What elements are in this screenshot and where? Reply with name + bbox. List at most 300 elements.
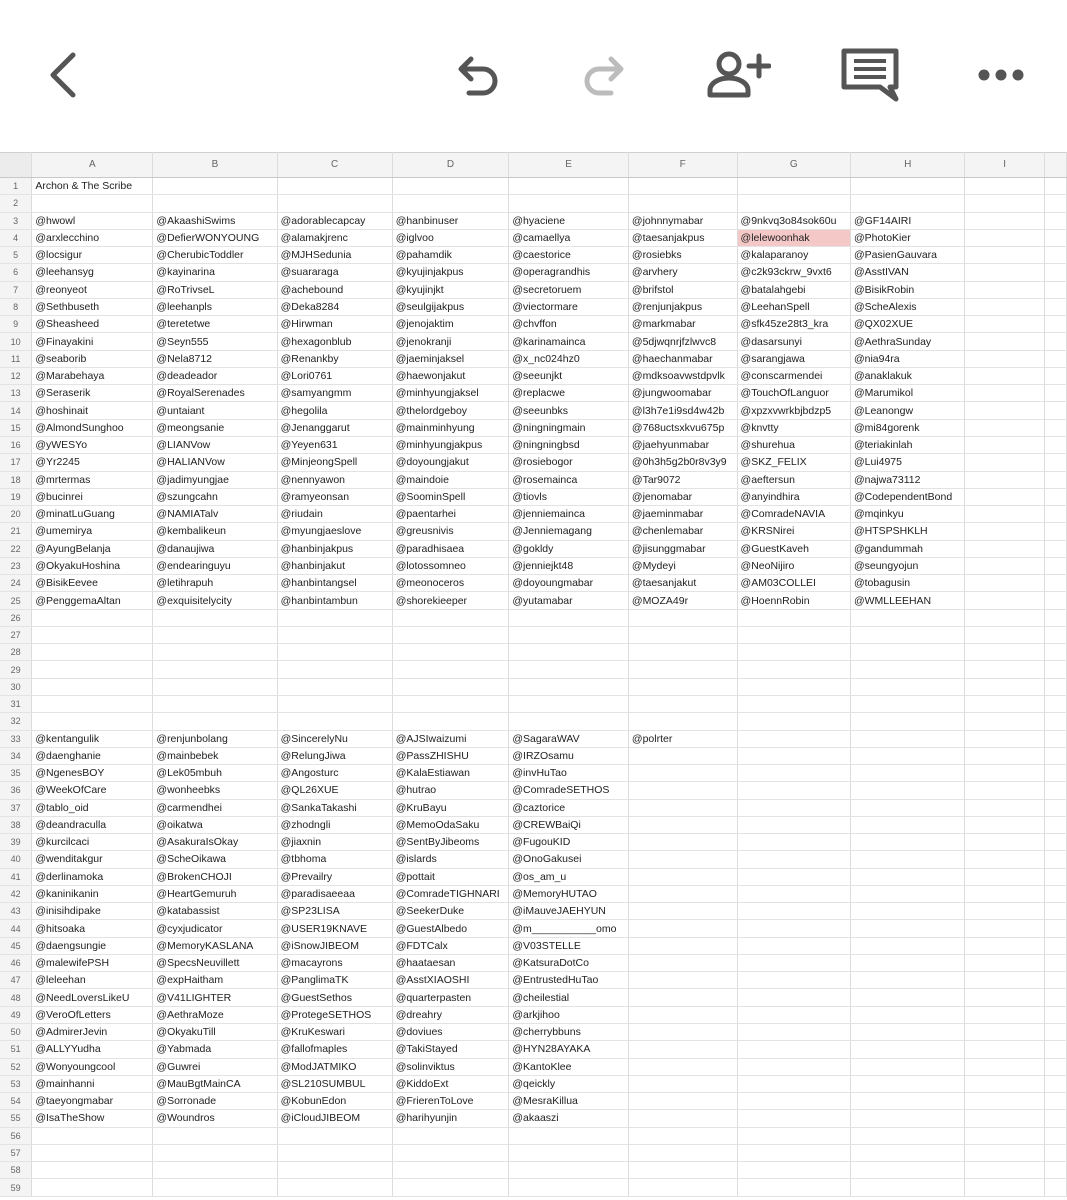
cell[interactable] xyxy=(737,816,850,833)
cell[interactable] xyxy=(850,920,965,937)
cell[interactable] xyxy=(1044,506,1066,523)
cell[interactable] xyxy=(628,1006,737,1023)
cell[interactable]: @GuestSethos xyxy=(277,989,392,1006)
row-number[interactable]: 24 xyxy=(0,575,32,592)
cell[interactable]: @m___________omo xyxy=(509,920,629,937)
column-header[interactable]: C xyxy=(277,153,392,178)
row-number[interactable]: 30 xyxy=(0,678,32,695)
cell[interactable] xyxy=(1044,298,1066,315)
cell[interactable]: @DefierWONYOUNG xyxy=(153,229,277,246)
cell[interactable] xyxy=(509,713,629,730)
cell[interactable]: @jiaxnin xyxy=(277,834,392,851)
cell[interactable]: @arxlecchino xyxy=(32,229,153,246)
cell[interactable]: @paentarhei xyxy=(392,506,509,523)
cell[interactable]: @CherubicToddler xyxy=(153,247,277,264)
cell[interactable] xyxy=(628,1058,737,1075)
cell[interactable]: @ScheOikawa xyxy=(153,851,277,868)
cell[interactable]: @mrtermas xyxy=(32,471,153,488)
cell[interactable]: @harihyunjin xyxy=(392,1110,509,1127)
cell[interactable] xyxy=(1044,1058,1066,1075)
cell[interactable] xyxy=(965,436,1044,453)
cell[interactable]: @myungjaeslove xyxy=(277,523,392,540)
row-number[interactable]: 55 xyxy=(0,1110,32,1127)
row-number[interactable]: 46 xyxy=(0,954,32,971)
cell[interactable] xyxy=(850,954,965,971)
cell[interactable] xyxy=(1044,367,1066,384)
cell[interactable] xyxy=(1044,626,1066,643)
cell[interactable] xyxy=(850,1179,965,1196)
cell[interactable] xyxy=(1044,264,1066,281)
cell[interactable] xyxy=(965,471,1044,488)
cell[interactable] xyxy=(1044,851,1066,868)
row-number[interactable]: 54 xyxy=(0,1093,32,1110)
cell[interactable]: @SoominSpell xyxy=(392,488,509,505)
cell[interactable] xyxy=(965,816,1044,833)
cell[interactable] xyxy=(1044,954,1066,971)
cell[interactable] xyxy=(850,695,965,712)
cell[interactable] xyxy=(628,609,737,626)
cell[interactable] xyxy=(965,540,1044,557)
cell[interactable]: @karinamainca xyxy=(509,333,629,350)
cell[interactable]: @camaellya xyxy=(509,229,629,246)
cell[interactable] xyxy=(850,816,965,833)
cell[interactable] xyxy=(628,713,737,730)
cell[interactable] xyxy=(850,1162,965,1179)
cell[interactable] xyxy=(153,178,277,195)
cell[interactable] xyxy=(1044,316,1066,333)
cell[interactable] xyxy=(1044,350,1066,367)
cell[interactable] xyxy=(1044,661,1066,678)
column-header[interactable]: A xyxy=(32,153,153,178)
cell[interactable] xyxy=(737,730,850,747)
cell[interactable] xyxy=(1044,557,1066,574)
cell[interactable]: @jenniemainca xyxy=(509,506,629,523)
cell[interactable] xyxy=(850,644,965,661)
cell[interactable]: @AdmirerJevin xyxy=(32,1024,153,1041)
cell[interactable]: @yutamabar xyxy=(509,592,629,609)
cell[interactable] xyxy=(965,178,1044,195)
cell[interactable]: @KRSNirei xyxy=(737,523,850,540)
cell[interactable] xyxy=(965,523,1044,540)
row-number[interactable]: 37 xyxy=(0,799,32,816)
cell[interactable]: @FugouKID xyxy=(509,834,629,851)
cell[interactable]: @tiovls xyxy=(509,488,629,505)
cell[interactable]: @ComradeTIGHNARI xyxy=(392,885,509,902)
cell[interactable]: @hyaciene xyxy=(509,212,629,229)
cell[interactable] xyxy=(1044,1024,1066,1041)
column-header[interactable]: G xyxy=(737,153,850,178)
cell[interactable]: @mqinkyu xyxy=(850,506,965,523)
cell[interactable] xyxy=(153,644,277,661)
cell[interactable]: @nennyawon xyxy=(277,471,392,488)
cell[interactable]: @jadimyungjae xyxy=(153,471,277,488)
cell[interactable] xyxy=(153,661,277,678)
cell[interactable]: @seaborib xyxy=(32,350,153,367)
cell[interactable]: @PasienGauvara xyxy=(850,247,965,264)
cell[interactable] xyxy=(737,972,850,989)
cell[interactable] xyxy=(628,937,737,954)
row-number[interactable]: 47 xyxy=(0,972,32,989)
cell[interactable] xyxy=(737,713,850,730)
cell[interactable]: @thelordgeboy xyxy=(392,402,509,419)
row-number[interactable]: 16 xyxy=(0,436,32,453)
cell[interactable]: @QX02XUE xyxy=(850,316,965,333)
cell[interactable] xyxy=(392,661,509,678)
cell[interactable]: @leehanpls xyxy=(153,298,277,315)
cell[interactable]: @meongsanie xyxy=(153,419,277,436)
cell[interactable] xyxy=(850,765,965,782)
cell[interactable]: @HYN28AYAKA xyxy=(509,1041,629,1058)
cell[interactable]: @greusnivis xyxy=(392,523,509,540)
cell[interactable] xyxy=(850,730,965,747)
cell[interactable] xyxy=(965,782,1044,799)
cell[interactable]: @KiddoExt xyxy=(392,1075,509,1092)
cell[interactable]: @PhotoKier xyxy=(850,229,965,246)
cell[interactable] xyxy=(1044,644,1066,661)
cell[interactable]: @kayinarina xyxy=(153,264,277,281)
cell[interactable]: @AkaashiSwims xyxy=(153,212,277,229)
cell[interactable] xyxy=(737,989,850,1006)
cell[interactable] xyxy=(965,488,1044,505)
cell[interactable] xyxy=(737,1127,850,1144)
cell[interactable]: @AM03COLLEI xyxy=(737,575,850,592)
row-number[interactable]: 57 xyxy=(0,1144,32,1161)
cell[interactable]: @FDTCalx xyxy=(392,937,509,954)
cell[interactable]: @kurcilcaci xyxy=(32,834,153,851)
row-number[interactable]: 9 xyxy=(0,316,32,333)
cell[interactable]: @daengsungie xyxy=(32,937,153,954)
cell[interactable]: @9nkvq3o84sok60u xyxy=(737,212,850,229)
cell[interactable] xyxy=(628,834,737,851)
row-number[interactable]: 36 xyxy=(0,782,32,799)
row-number[interactable]: 23 xyxy=(0,557,32,574)
cell[interactable] xyxy=(965,592,1044,609)
cell[interactable]: @BisikEevee xyxy=(32,575,153,592)
cell[interactable] xyxy=(965,868,1044,885)
cell[interactable]: @ComradeSETHOS xyxy=(509,782,629,799)
cell[interactable]: @operagrandhis xyxy=(509,264,629,281)
cell[interactable] xyxy=(737,661,850,678)
cell[interactable]: @gokldy xyxy=(509,540,629,557)
cell[interactable] xyxy=(277,695,392,712)
cell[interactable] xyxy=(277,609,392,626)
cell[interactable]: @mainhanni xyxy=(32,1075,153,1092)
cell[interactable]: @doviues xyxy=(392,1024,509,1041)
cell[interactable]: @Sorronade xyxy=(153,1093,277,1110)
cell[interactable] xyxy=(737,799,850,816)
cell[interactable] xyxy=(277,661,392,678)
cell[interactable]: @iMauveJAEHYUN xyxy=(509,903,629,920)
cell[interactable] xyxy=(965,799,1044,816)
cell[interactable] xyxy=(850,799,965,816)
cell[interactable]: @kyujinjkt xyxy=(392,281,509,298)
cell[interactable] xyxy=(737,937,850,954)
cell[interactable]: @Jenniemagang xyxy=(509,523,629,540)
row-number[interactable]: 33 xyxy=(0,730,32,747)
cell[interactable] xyxy=(32,195,153,212)
cell[interactable]: @riudain xyxy=(277,506,392,523)
cell[interactable] xyxy=(850,868,965,885)
cell[interactable] xyxy=(965,954,1044,971)
cell[interactable] xyxy=(850,609,965,626)
cell[interactable]: @viectormare xyxy=(509,298,629,315)
cell[interactable]: @batalahgebi xyxy=(737,281,850,298)
cell[interactable]: @HoennRobin xyxy=(737,592,850,609)
cell[interactable]: @zhodngli xyxy=(277,816,392,833)
cell[interactable] xyxy=(850,851,965,868)
cell[interactable] xyxy=(628,695,737,712)
cell[interactable]: @caestorice xyxy=(509,247,629,264)
cell[interactable] xyxy=(737,782,850,799)
cell[interactable]: @os_am_u xyxy=(509,868,629,885)
cell[interactable] xyxy=(965,747,1044,764)
comment-button[interactable] xyxy=(835,45,905,105)
row-number[interactable]: 39 xyxy=(0,834,32,851)
cell[interactable] xyxy=(32,609,153,626)
cell[interactable]: @Angosturc xyxy=(277,765,392,782)
cell[interactable] xyxy=(965,1162,1044,1179)
row-number[interactable]: 11 xyxy=(0,350,32,367)
cell[interactable]: @qeickly xyxy=(509,1075,629,1092)
row-number[interactable]: 20 xyxy=(0,506,32,523)
cell[interactable]: @aeftersun xyxy=(737,471,850,488)
cell[interactable]: @pahamdik xyxy=(392,247,509,264)
cell[interactable] xyxy=(737,1162,850,1179)
cell[interactable]: @Woundros xyxy=(153,1110,277,1127)
cell[interactable] xyxy=(628,816,737,833)
cell[interactable] xyxy=(737,1144,850,1161)
row-number[interactable]: 58 xyxy=(0,1162,32,1179)
cell[interactable] xyxy=(850,661,965,678)
cell[interactable] xyxy=(392,178,509,195)
cell[interactable]: @AethraMoze xyxy=(153,1006,277,1023)
cell[interactable] xyxy=(1044,989,1066,1006)
cell[interactable]: @GF14AIRI xyxy=(850,212,965,229)
cell[interactable]: @CodependentBond xyxy=(850,488,965,505)
cell[interactable] xyxy=(1044,281,1066,298)
cell[interactable]: @suararaga xyxy=(277,264,392,281)
cell[interactable]: @doyoungmabar xyxy=(509,575,629,592)
cell[interactable] xyxy=(153,626,277,643)
cell[interactable] xyxy=(1044,972,1066,989)
cell[interactable]: @Finayakini xyxy=(32,333,153,350)
cell[interactable] xyxy=(1044,1162,1066,1179)
cell[interactable] xyxy=(1044,1075,1066,1092)
cell[interactable] xyxy=(32,678,153,695)
cell[interactable]: @Wonyoungcool xyxy=(32,1058,153,1075)
cell[interactable] xyxy=(628,765,737,782)
cell[interactable] xyxy=(277,678,392,695)
cell[interactable]: @BrokenCHOJI xyxy=(153,868,277,885)
cell[interactable]: @RoyalSerenades xyxy=(153,385,277,402)
cell[interactable]: @SincerelyNu xyxy=(277,730,392,747)
cell[interactable]: @sarangjawa xyxy=(737,350,850,367)
row-number[interactable]: 34 xyxy=(0,747,32,764)
cell[interactable] xyxy=(737,765,850,782)
cell[interactable]: @KalaEstiawan xyxy=(392,765,509,782)
cell[interactable] xyxy=(850,989,965,1006)
cell[interactable]: @anaklakuk xyxy=(850,367,965,384)
cell[interactable]: @chenlemabar xyxy=(628,523,737,540)
cell[interactable]: @SP23LISA xyxy=(277,903,392,920)
cell[interactable]: @KruBayu xyxy=(392,799,509,816)
cell[interactable] xyxy=(628,972,737,989)
cell[interactable]: @USER19KNAVE xyxy=(277,920,392,937)
cell[interactable]: @Lori0761 xyxy=(277,367,392,384)
cell[interactable] xyxy=(965,1006,1044,1023)
row-number[interactable]: 5 xyxy=(0,247,32,264)
column-header[interactable]: B xyxy=(153,153,277,178)
cell[interactable]: @letihrapuh xyxy=(153,575,277,592)
cell[interactable]: @KantoKlee xyxy=(509,1058,629,1075)
cell[interactable] xyxy=(628,868,737,885)
cell[interactable]: @Seraserik xyxy=(32,385,153,402)
cell[interactable] xyxy=(153,678,277,695)
cell[interactable]: @Sethbuseth xyxy=(32,298,153,315)
cell[interactable]: @endearinguyu xyxy=(153,557,277,574)
cell[interactable]: @dasarsunyi xyxy=(737,333,850,350)
cell[interactable]: @hoshinait xyxy=(32,402,153,419)
sheet-title-cell[interactable]: Archon & The Scribe xyxy=(32,178,153,195)
cell[interactable] xyxy=(1044,730,1066,747)
cell[interactable] xyxy=(850,195,965,212)
cell[interactable] xyxy=(850,1058,965,1075)
cell[interactable]: @mainminhyung xyxy=(392,419,509,436)
cell[interactable] xyxy=(1044,747,1066,764)
cell[interactable]: @haechanmabar xyxy=(628,350,737,367)
cell[interactable] xyxy=(1044,1179,1066,1196)
cell[interactable]: @OkyakuHoshina xyxy=(32,557,153,574)
cell[interactable] xyxy=(509,661,629,678)
cell[interactable] xyxy=(628,195,737,212)
cell[interactable] xyxy=(277,1144,392,1161)
row-number[interactable]: 31 xyxy=(0,695,32,712)
row-number[interactable]: 43 xyxy=(0,903,32,920)
cell[interactable]: @jenniejkt48 xyxy=(509,557,629,574)
cell[interactable] xyxy=(1044,454,1066,471)
cell[interactable] xyxy=(1044,540,1066,557)
cell[interactable] xyxy=(737,1179,850,1196)
cell[interactable]: @x_nc024hz0 xyxy=(509,350,629,367)
cell[interactable] xyxy=(850,1127,965,1144)
cell[interactable] xyxy=(965,1110,1044,1127)
cell[interactable] xyxy=(277,1179,392,1196)
cell[interactable] xyxy=(1044,609,1066,626)
cell[interactable]: @WeekOfCare xyxy=(32,782,153,799)
cell[interactable] xyxy=(850,1024,965,1041)
cell[interactable]: @rosemainca xyxy=(509,471,629,488)
cell[interactable]: @PassZHISHU xyxy=(392,747,509,764)
cell[interactable] xyxy=(965,1024,1044,1041)
cell[interactable]: @LeehanSpell xyxy=(737,298,850,315)
cell[interactable] xyxy=(392,195,509,212)
cell[interactable] xyxy=(850,1110,965,1127)
cell[interactable]: @chvffon xyxy=(509,316,629,333)
cell[interactable] xyxy=(277,1162,392,1179)
cell[interactable]: @dreahry xyxy=(392,1006,509,1023)
cell[interactable]: @carmendhei xyxy=(153,799,277,816)
cell[interactable] xyxy=(392,1144,509,1161)
cell[interactable]: @CREWBaiQi xyxy=(509,816,629,833)
cell[interactable]: @kembalikeun xyxy=(153,523,277,540)
cell[interactable]: @Seyn555 xyxy=(153,333,277,350)
cell[interactable] xyxy=(32,695,153,712)
cell[interactable] xyxy=(850,678,965,695)
cell[interactable]: @secretoruem xyxy=(509,281,629,298)
cell[interactable] xyxy=(850,1041,965,1058)
cell[interactable]: @Guwrei xyxy=(153,1058,277,1075)
cell[interactable] xyxy=(737,644,850,661)
cell[interactable]: @MJHSedunia xyxy=(277,247,392,264)
cell[interactable]: @PanglimaTK xyxy=(277,972,392,989)
cell[interactable] xyxy=(628,1075,737,1092)
cell[interactable] xyxy=(850,972,965,989)
cell[interactable]: @hwowl xyxy=(32,212,153,229)
select-all-corner[interactable] xyxy=(0,153,32,178)
cell[interactable]: @hutrao xyxy=(392,782,509,799)
cell[interactable]: @rosiebogor xyxy=(509,454,629,471)
cell[interactable]: @exquisitelycity xyxy=(153,592,277,609)
cell[interactable]: @OnoGakusei xyxy=(509,851,629,868)
row-number[interactable]: 48 xyxy=(0,989,32,1006)
cell[interactable]: @teriakinlah xyxy=(850,436,965,453)
cell[interactable] xyxy=(32,1127,153,1144)
cell[interactable] xyxy=(965,730,1044,747)
cell[interactable] xyxy=(1044,488,1066,505)
cell[interactable] xyxy=(1044,419,1066,436)
cell[interactable]: @hexagonblub xyxy=(277,333,392,350)
cell[interactable]: @Marabehaya xyxy=(32,367,153,384)
cell[interactable]: @TouchOfLanguor xyxy=(737,385,850,402)
column-header[interactable]: D xyxy=(392,153,509,178)
cell[interactable]: @Lui4975 xyxy=(850,454,965,471)
cell[interactable] xyxy=(628,626,737,643)
cell[interactable] xyxy=(1044,436,1066,453)
cell[interactable]: @MauBgtMainCA xyxy=(153,1075,277,1092)
cell[interactable]: @l3h7e1i9sd4w42b xyxy=(628,402,737,419)
cell[interactable] xyxy=(737,851,850,868)
cell[interactable]: @jaehyunmabar xyxy=(628,436,737,453)
cell[interactable] xyxy=(277,644,392,661)
cell[interactable] xyxy=(392,609,509,626)
cell[interactable] xyxy=(737,903,850,920)
cell[interactable] xyxy=(392,1162,509,1179)
cell[interactable] xyxy=(628,989,737,1006)
cell[interactable] xyxy=(509,178,629,195)
cell[interactable]: @MemoOdaSaku xyxy=(392,816,509,833)
cell[interactable] xyxy=(965,298,1044,315)
cell[interactable]: @NeoNijiro xyxy=(737,557,850,574)
cell[interactable]: @AJSIwaizumi xyxy=(392,730,509,747)
cell[interactable]: @cyxjudicator xyxy=(153,920,277,937)
cell[interactable]: @nia94ra xyxy=(850,350,965,367)
cell[interactable]: @RoTrivseL xyxy=(153,281,277,298)
cell[interactable]: @768uctsxkvu675p xyxy=(628,419,737,436)
row-number[interactable]: 50 xyxy=(0,1024,32,1041)
cell[interactable]: @arvhery xyxy=(628,264,737,281)
cell[interactable] xyxy=(628,799,737,816)
cell[interactable] xyxy=(392,1179,509,1196)
cell[interactable] xyxy=(392,644,509,661)
cell[interactable]: @HTSPSHKLH xyxy=(850,523,965,540)
cell[interactable]: @pottait xyxy=(392,868,509,885)
cell[interactable]: @anyindhira xyxy=(737,488,850,505)
cell[interactable]: @IsaTheShow xyxy=(32,1110,153,1127)
cell[interactable]: @mainbebek xyxy=(153,747,277,764)
cell[interactable]: @johnnymabar xyxy=(628,212,737,229)
row-number[interactable]: 22 xyxy=(0,540,32,557)
cell[interactable]: @shorekieeper xyxy=(392,592,509,609)
